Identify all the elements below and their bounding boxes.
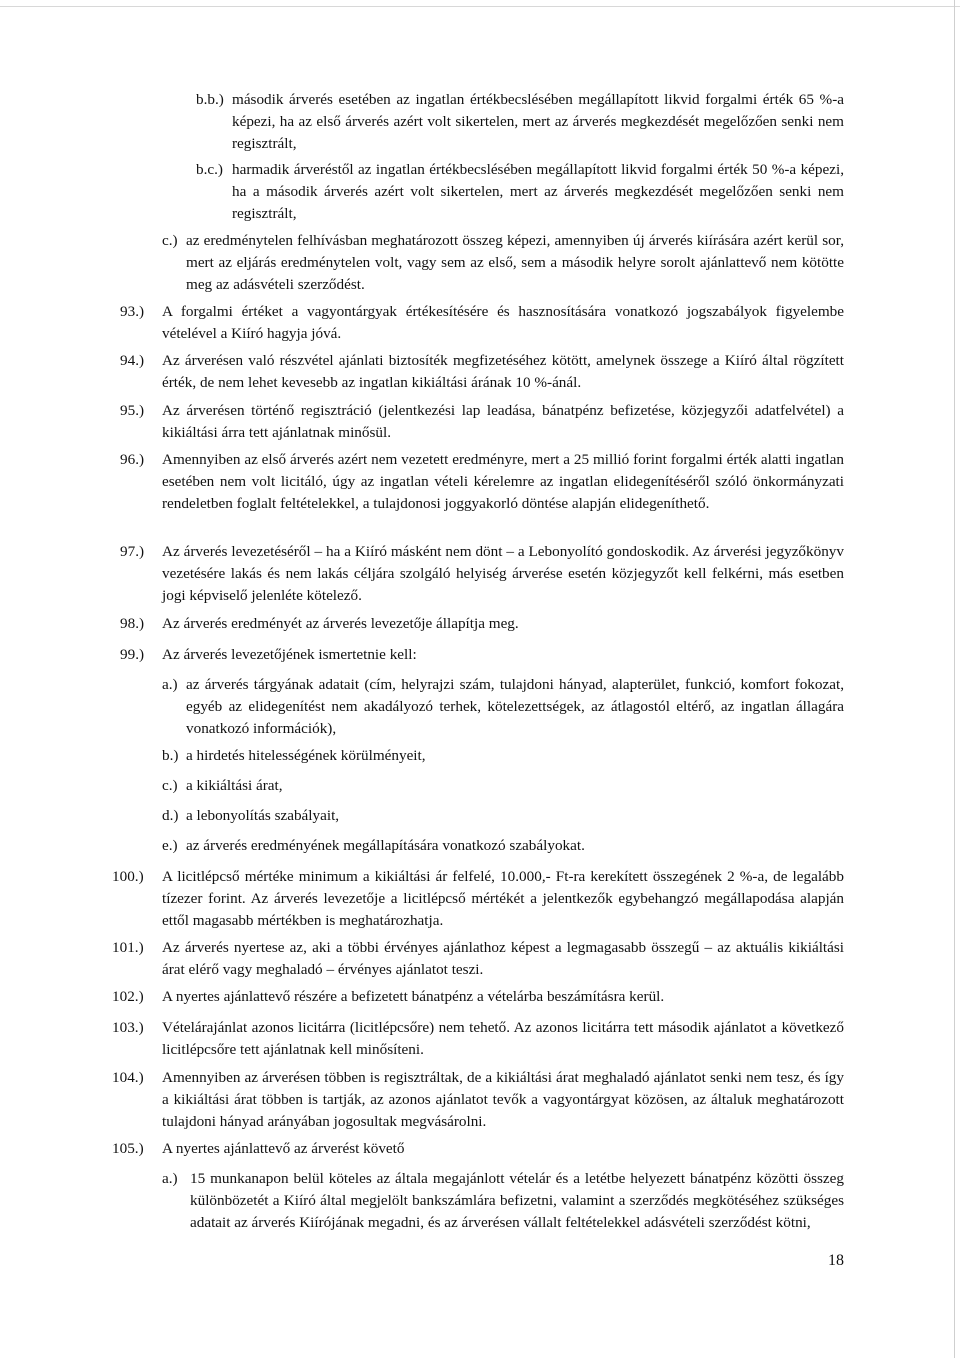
item-label-94: 94.): [120, 352, 145, 369]
item-label-99b: b.): [162, 747, 179, 764]
page-number: 18: [828, 1252, 844, 1269]
item-text-99e: az árverés eredményének megállapítására vonatkozó szabályokat.: [186, 837, 585, 854]
item-label-105: 105.): [112, 1140, 144, 1157]
item-label-99a: a.): [162, 676, 178, 693]
item-text-102: A nyertes ajánlattevő részére a befizetett bánatpénz a vételárba beszámításra kerül.: [162, 988, 665, 1005]
item-text-105: A nyertes ajánlattevő az árverést követő: [162, 1140, 405, 1157]
item-label-100: 100.): [112, 868, 144, 885]
item-text-bc: harmadik árveréstől az ingatlan értékbecslésében megállapított likvid forgalmi érték 50 %-a képezi, ha a második árverés azért volt sikertelen, mert az árverés megkezdését megelőzően senki nem regisztrált,: [232, 161, 844, 222]
item-text-99b: a hirdetés hitelességének körülményeit,: [186, 747, 426, 764]
item-text-c: az eredménytelen felhívásban meghatározott összeg képezi, amennyiben új árverés kiírására azért kerül sor, mert az eljárás eredménytelen volt, vagy sem az első, sem a második helyre sorolt ajánlattevő nem kötötte meg az adásvételi szerződést.: [186, 232, 844, 293]
item-text-95: Az árverésen történő regisztráció (jelentkezési lap leadása, bánatpénz befizetése, közjegyzői adatfelvétel) a kikiáltási árra tett ajánlatnak minősül.: [162, 402, 844, 441]
item-label-98: 98.): [120, 615, 145, 632]
item-label-105a: a.): [162, 1170, 178, 1187]
item-text-94: Az árverésen való részvétel ajánlati biztosíték megfizetéséhez kötött, amelynek összege a Kiíró által rögzített érték, de nem lehet kevesebb az ingatlan kikiáltási árának 10 %-ánál.: [162, 352, 844, 391]
item-label-101: 101.): [112, 939, 144, 956]
item-text-96: Amennyiben az első árverés azért nem vezetett eredményre, mert a 25 millió forint forgalmi érték alatti ingatlan esetében nem volt licitáló, úgy az ingatlan vételi kérelemre az ingatlan elidegenítéséről szóló önkormányzati rendeletben foglalt feltételekkel, a tulajdonosi joggyakorló döntése alapján elidegeníthető.: [162, 451, 844, 512]
item-label-99d: d.): [162, 807, 179, 824]
item-label-93: 93.): [120, 303, 145, 320]
item-text-100: A licitlépcső mértéke minimum a kikiáltási ár felfelé, 10.000,- Ft-ra kerekített összegének 2 %-a, de legalább tízezer forint. Az árverés levezetője a licitlépcső mértékét a jelentkezők egybehangzó megállapodása alapján ettől magasabb mértékben is meghatározhatja.: [162, 868, 844, 929]
item-text-93: A forgalmi értéket a vagyontárgyak értékesítésére és hasznosítására vonatkozó jogszabályok figyelembe vételével a Kiíró hagyja jóvá.: [162, 303, 844, 342]
item-text-97: Az árverés levezetéséről – ha a Kiíró másként nem dönt – a Lebonyolító gondoskodik. Az árverési jegyzőkönyv vezetésére lakás és nem lakás céljára szolgáló helyiség árverése esetén közjegyzőt kell felkérni, más esetben jogi képviselő jelenléte kötelező.: [162, 543, 844, 604]
item-label-99c: c.): [162, 777, 178, 794]
item-text-104: Amennyiben az árverésen többen is regisztráltak, de a kikiáltási árat meghaladó ajánlatot senki nem tesz, és így a kikiáltási árat többen is tartják, az azonos ajánlatot tevők a vagyontárgyat közösen, az általuk meghatározott tulajdoni hányad arányában jogosultak megvásárolni.: [162, 1069, 844, 1130]
item-text-99d: a lebonyolítás szabályait,: [186, 807, 340, 824]
item-text-98: Az árverés eredményét az árverés levezetője állapítja meg.: [162, 615, 519, 632]
item-text-99a: az árverés tárgyának adatait (cím, helyrajzi szám, tulajdoni hányad, alapterület, funkció, komfort fokozat, egyéb az elidegenítést nem akadályozó terhek, kötelezettségek, az átlagostól eltérő, az ingatlan állagára vonatkozó információk),: [186, 676, 844, 737]
item-text-103: Vételárajánlat azonos licitárra (licitlépcsőre) nem tehető. Az azonos licitárra tett második ajánlatot a következő licitlépcsőre tett ajánlatnak kell minősíteni.: [162, 1019, 844, 1058]
item-label-95: 95.): [120, 402, 145, 419]
item-label-96: 96.): [120, 451, 145, 468]
item-text-99: Az árverés levezetőjének ismertetnie kell:: [162, 646, 417, 663]
item-text-99c: a kikiáltási árat,: [186, 777, 283, 794]
item-label-bb: b.b.): [196, 91, 224, 108]
item-label-c: c.): [162, 232, 178, 249]
item-label-104: 104.): [112, 1069, 144, 1086]
scan-edge-top: [0, 6, 960, 7]
item-text-bb: második árverés esetében az ingatlan értékbecslésében megállapított likvid forgalmi érték 65 %-a képezi, ha az első árverés azért volt sikertelen, mert az árverés megkezdését megelőzően senki nem regisztrált,: [232, 91, 844, 152]
item-text-101: Az árverés nyertese az, aki a többi érvényes ajánlathoz képest a legmagasabb összegű – az aktuális kikiáltási árat elérő vagy meghaladó – érvényes ajánlatot teszi.: [162, 939, 844, 978]
item-label-99: 99.): [120, 646, 145, 663]
item-label-99e: e.): [162, 837, 178, 854]
scan-edge-right: [954, 0, 955, 1358]
item-label-103: 103.): [112, 1019, 144, 1036]
item-label-bc: b.c.): [196, 161, 223, 178]
item-text-105a: 15 munkanapon belül köteles az általa megajánlott vételár és a letétbe helyezett bánatpénz közötti összeg különbözetét a Kiíró által megjelölt bankszámlára befizetni, valamint a szerződés megkötéséhez szükséges adatait az árverés Kiírójának megadni, és az árverésen vállalt feltételekkel adásvételi szerződést kötni,: [190, 1170, 844, 1231]
item-label-102: 102.): [112, 988, 144, 1005]
item-label-97: 97.): [120, 543, 145, 560]
